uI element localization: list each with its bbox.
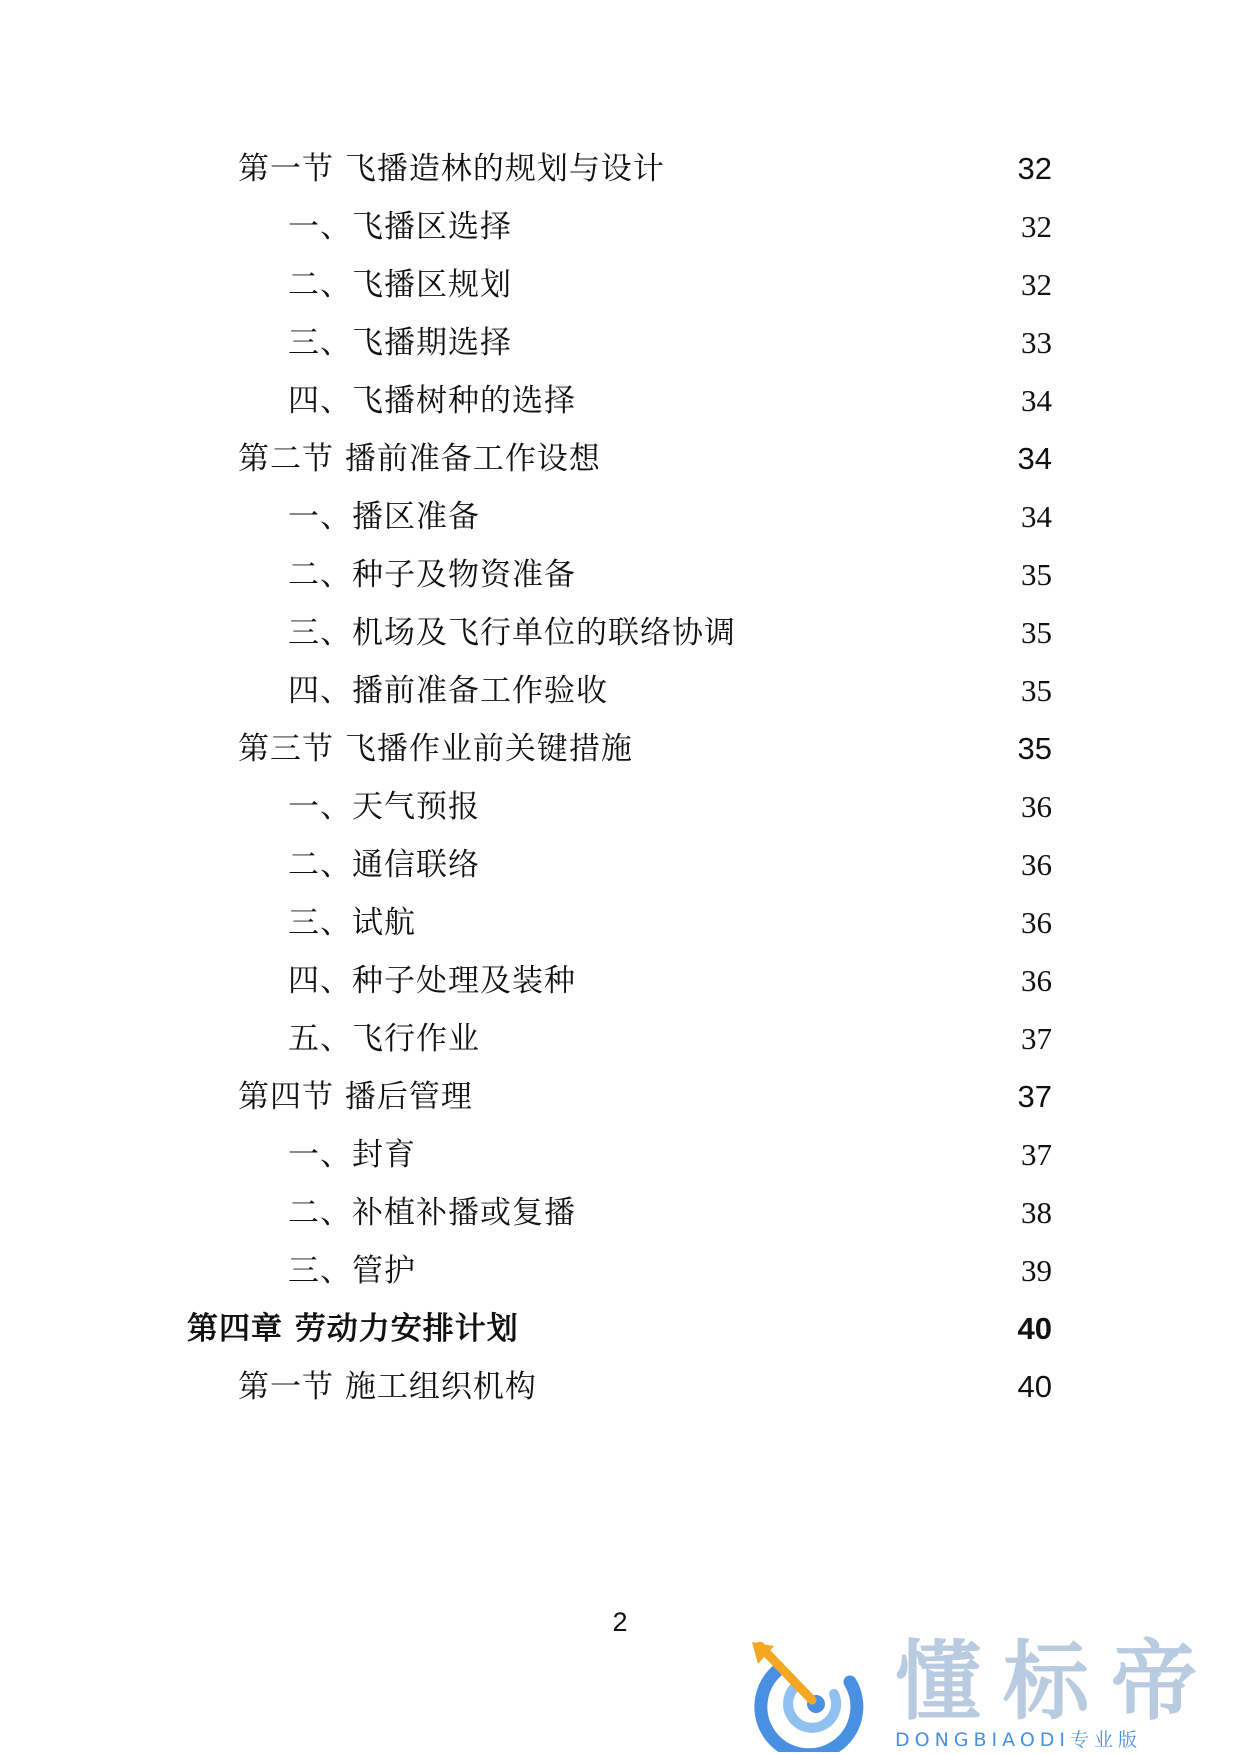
toc-entry-title: 五、飞行作业 — [288, 1021, 480, 1057]
toc-entry-title: 一、天气预报 — [288, 789, 480, 825]
toc-entry-title: 第三节 飞播作业前关键措施 — [238, 731, 633, 767]
toc-entry-item[interactable] — [0, 485, 1241, 543]
toc-entry-section[interactable] — [0, 1355, 1241, 1413]
toc-entry-page: 35 — [1021, 673, 1052, 708]
toc-entry-title: 二、种子及物资准备 — [288, 557, 576, 593]
toc-entry-page: 34 — [1017, 441, 1052, 476]
toc-entry-chapter[interactable] — [0, 1297, 1241, 1355]
toc-entry-item[interactable] — [0, 1007, 1241, 1065]
toc-entry-item[interactable] — [0, 195, 1241, 253]
toc-entry-section[interactable] — [0, 137, 1241, 195]
toc-entry-page: 39 — [1021, 1253, 1052, 1288]
toc-entry-item[interactable] — [0, 891, 1241, 949]
toc-entry-page: 33 — [1021, 325, 1052, 360]
page-number: 2 — [612, 1607, 628, 1637]
toc-entry-section[interactable] — [0, 427, 1241, 485]
toc-entry-title: 二、通信联络 — [288, 847, 480, 883]
watermark-brand-subtitle: DONGBIAODI专业版 — [895, 1729, 1143, 1751]
toc-entry-item[interactable] — [0, 659, 1241, 717]
toc-entry-title: 第一节 飞播造林的规划与设计 — [238, 151, 665, 187]
toc-entry-page: 35 — [1021, 557, 1052, 592]
toc-entry-title: 三、管护 — [288, 1253, 416, 1289]
toc-entry-page: 34 — [1021, 499, 1052, 534]
toc-entry-page: 36 — [1021, 789, 1052, 824]
brand-watermark — [740, 1630, 1220, 1750]
toc-entry-title: 四、飞播树种的选择 — [288, 383, 576, 419]
toc-entry-page: 32 — [1021, 267, 1052, 302]
toc-entry-title: 第二节 播前准备工作设想 — [238, 441, 601, 477]
toc-entry-page: 36 — [1021, 905, 1052, 940]
toc-entry-title: 第四节 播后管理 — [238, 1079, 473, 1115]
toc-entry-page: 37 — [1021, 1021, 1052, 1056]
toc-entry-title: 第一节 施工组织机构 — [238, 1369, 537, 1405]
toc-entry-item[interactable] — [0, 775, 1241, 833]
toc-entry-item[interactable] — [0, 311, 1241, 369]
toc-entry-page: 40 — [1017, 1311, 1052, 1346]
toc-entry-title: 三、飞播期选择 — [288, 325, 512, 361]
toc-entry-page: 40 — [1017, 1369, 1052, 1404]
toc-entry-item[interactable] — [0, 1181, 1241, 1239]
toc-entry-item[interactable] — [0, 253, 1241, 311]
toc-entry-title: 一、播区准备 — [288, 499, 480, 535]
toc-entry-page: 37 — [1021, 1137, 1052, 1172]
toc-entry-title: 二、飞播区规划 — [288, 267, 512, 303]
toc-entry-title: 三、机场及飞行单位的联络协调 — [288, 615, 736, 651]
toc-entry-title: 四、播前准备工作验收 — [288, 673, 608, 709]
toc-entry-title: 二、补植补播或复播 — [288, 1195, 576, 1231]
toc-entry-item[interactable] — [0, 1239, 1241, 1297]
toc-entry-page: 37 — [1017, 1079, 1052, 1114]
toc-entry-page: 38 — [1021, 1195, 1052, 1230]
toc-entry-item[interactable] — [0, 1123, 1241, 1181]
toc-entry-page: 36 — [1021, 847, 1052, 882]
watermark-brand-name: 懂标帝 — [895, 1632, 1219, 1732]
toc-entry-page: 35 — [1017, 731, 1052, 766]
toc-entry-page: 32 — [1021, 209, 1052, 244]
toc-entry-title: 一、飞播区选择 — [288, 209, 512, 245]
toc-entry-page: 35 — [1021, 615, 1052, 650]
toc-entry-section[interactable] — [0, 1065, 1241, 1123]
toc-entry-title: 三、试航 — [288, 905, 416, 941]
target-arrow-icon — [750, 1642, 870, 1752]
toc-entry-section[interactable] — [0, 717, 1241, 775]
toc-entry-item[interactable] — [0, 543, 1241, 601]
toc-entry-page: 32 — [1017, 151, 1052, 186]
toc-entry-page: 34 — [1021, 383, 1052, 418]
toc-entry-title: 第四章 劳动力安排计划 — [187, 1311, 519, 1347]
toc-entry-title: 一、封育 — [288, 1137, 416, 1173]
toc-entry-item[interactable] — [0, 369, 1241, 427]
toc-entry-item[interactable] — [0, 833, 1241, 891]
toc-entry-page: 36 — [1021, 963, 1052, 998]
toc-entry-item[interactable] — [0, 601, 1241, 659]
toc-entry-item[interactable] — [0, 949, 1241, 1007]
toc-entry-title: 四、种子处理及装种 — [288, 963, 576, 999]
